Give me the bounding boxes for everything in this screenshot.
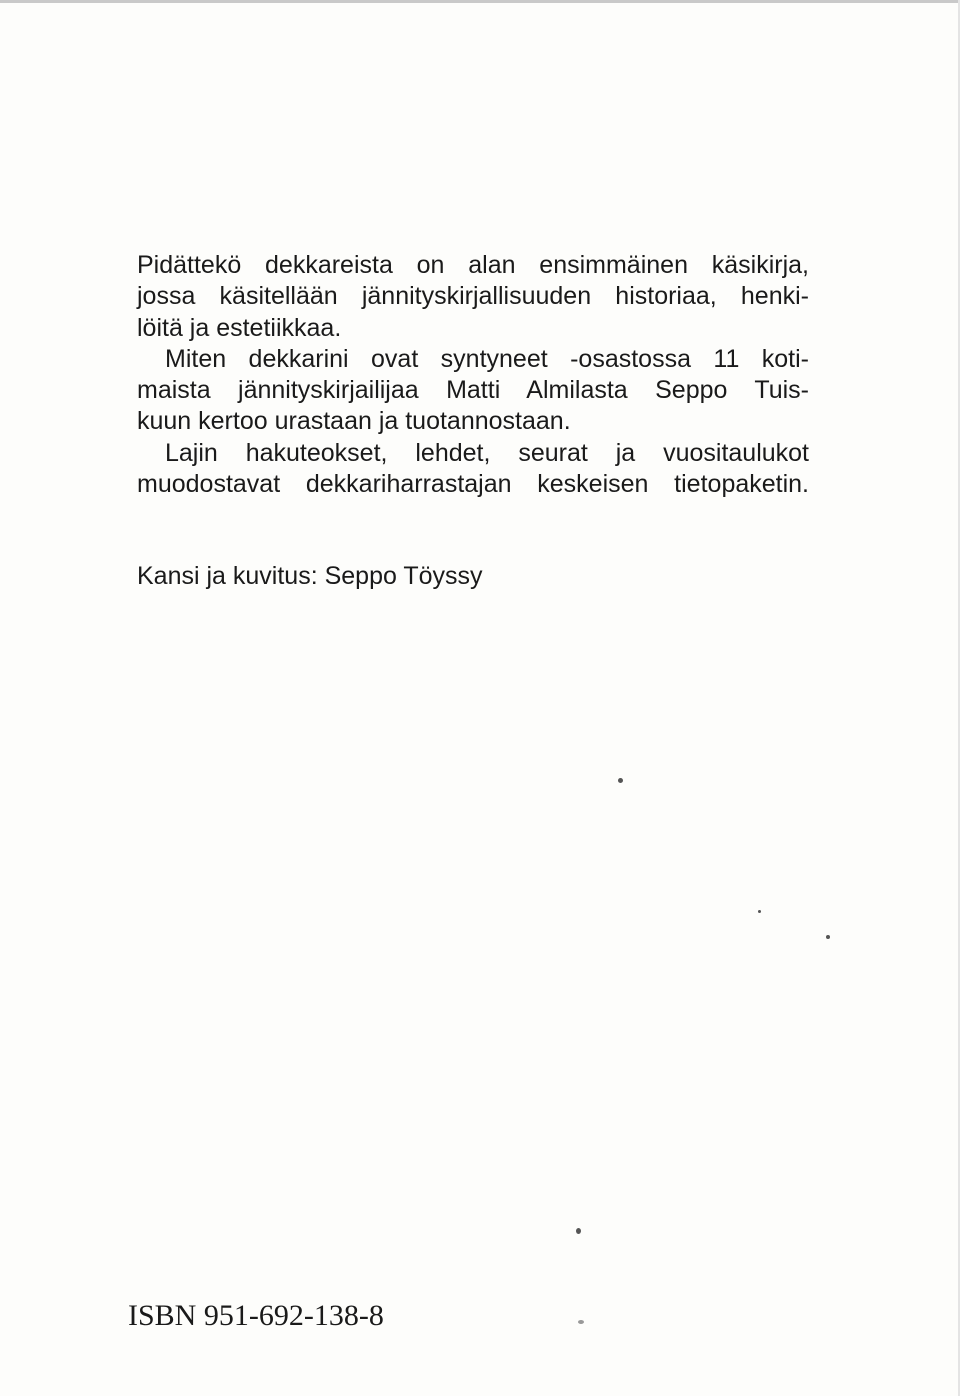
isbn: ISBN 951-692-138-8	[128, 1299, 384, 1332]
blurb-line: Miten dekkarini ovat syntyneet -osastossa 11 koti-	[165, 344, 809, 373]
cover-credit: Kansi ja kuvitus: Seppo Töyssy	[137, 562, 483, 590]
blurb-line: löitä ja estetiikkaa.	[137, 313, 342, 342]
scan-speck	[576, 1228, 581, 1234]
blurb-line: Lajin hakuteokset, lehdet, seurat ja vuositaulukot	[165, 438, 809, 467]
blurb-line: kuun kertoo urastaan ja tuotannostaan.	[137, 407, 571, 436]
back-cover-blurb	[137, 250, 809, 500]
blurb-line: muodostavat dekkariharrastajan keskeisen tietopaketin.	[137, 470, 809, 499]
blurb-line: Pidättekö dekkareista on alan ensimmäinen käsikirja,	[137, 251, 809, 279]
blurb-line: maista jännityskirjailijaa Matti Almilasta Seppo Tuis-	[137, 376, 809, 405]
scan-speck	[758, 910, 761, 913]
scan-top-edge	[0, 0, 960, 3]
scan-speck	[578, 1320, 584, 1324]
blurb-line: jossa käsitellään jännityskirjallisuuden historiaa, henki-	[137, 282, 809, 311]
scan-speck	[826, 935, 830, 939]
scan-speck	[618, 778, 623, 783]
